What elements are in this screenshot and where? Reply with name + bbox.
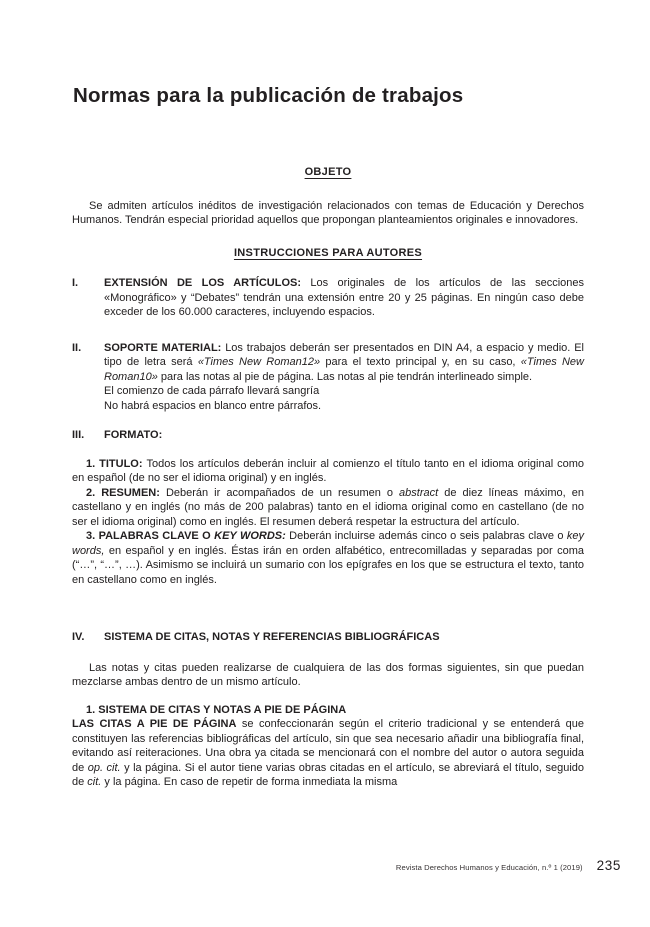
section-heading-instrucciones-text: INSTRUCCIONES PARA AUTORES — [233, 246, 423, 259]
section-heading-objeto — [72, 165, 584, 180]
item-paragraph: EXTENSIÓN DE LOS ARTÍCULOS: Los originales de los artículos de las secciones «Monográfico» y “Debates” tendrán una extensión entre 20 y 25 páginas. En ningún caso debe exceder de los 60.000 caracteres, incluyendo espacios. — [104, 277, 585, 318]
objeto-paragraph: Se admiten artículos inéditos de investigación relacionados con temas de Educación y Derechos Humanos. Tendrán especial prioridad aquellos que propongan planteamientos originales e innovadores. — [72, 199, 584, 226]
item-paragraph: El comienzo de cada párrafo llevará sangría — [104, 385, 320, 397]
formato-subitem-palabras-clave: 3. PALABRAS CLAVE O KEY WORDS: Deberán incluirse además cinco o seis palabras clave o key words, en español y en inglés. Éstas irán en orden alfabético, entrecomilladas y separadas por coma (“…”, “…”, …). Asimismo se incluirá un sumario con los epígrafes en los que se estructura el texto, tanto en castellano como en inglés. — [72, 530, 584, 586]
list-item-sistema-citas — [72, 630, 584, 645]
formato-subitem-resumen: 2. RESUMEN: Deberán ir acompañados de un resumen o abstract de diez líneas máximo, en castellano y en inglés (no más de 200 palabras) tanto en el idioma original como en castellano (de no ser el idioma original) como en inglés. El resumen deberá respetar la estructura del artículo. — [72, 486, 584, 528]
section-heading-instrucciones — [72, 246, 584, 261]
page-footer — [396, 858, 621, 874]
citas-body-paragraph: LAS CITAS A PIE DE PÁGINA se confeccionarán según el criterio tradicional y se entenderá que constituyen las referencias bibliográficas del artículo, sin que sea necesario añadir una bibliografía final, evitando así reiteraciones. Una obra ya citada se mencionará con el nombre del autor o autora seguida de op. cit. y la página. Si el autor tiene varias obras citadas en el artículo, se abreviará el título, seguido de cit. y la página. En caso de repetir de forma inmediata la misma — [72, 718, 584, 788]
roman-numeral: I. — [72, 277, 79, 289]
formato-subitems — [72, 457, 584, 588]
roman-numeral: IV. — [72, 631, 85, 643]
list-item-body — [104, 630, 584, 645]
list-item-body — [104, 276, 584, 320]
section-heading-objeto-text: OBJETO — [304, 166, 352, 178]
item-paragraph: FORMATO: — [104, 429, 163, 441]
list-item-body — [104, 341, 584, 414]
citas-intro-paragraph: Las notas y citas pueden realizarse de cualquiera de las dos formas siguientes, sin que puedan mezclarse ambas dentro de un mismo artículo. — [72, 661, 584, 688]
item-paragraph: SISTEMA DE CITAS, NOTAS Y REFERENCIAS BIBLIOGRÁFICAS — [104, 631, 440, 643]
journal-name: Revista Derechos Humanos y Educación, n.º 1 (2019) — [395, 863, 583, 872]
list-item-body — [104, 428, 584, 443]
list-item-formato — [72, 428, 584, 443]
roman-numeral: II. — [72, 341, 82, 354]
roman-numeral: III. — [72, 429, 85, 441]
formato-subitem-titulo: 1. TITULO: Todos los artículos deberán incluir al comienzo el título tanto en el idioma original como en español (de no ser el idioma original) y en inglés. — [72, 457, 584, 484]
page-title: Normas para la publicación de trabajos — [73, 84, 464, 107]
list-item-extension — [72, 276, 584, 320]
citas-subheading: 1. SISTEMA DE CITAS Y NOTAS A PIE DE PÁGINA — [86, 703, 347, 716]
item-paragraph: SOPORTE MATERIAL: Los trabajos deberán ser presentados en DIN A4, a espacio y medio. El tipo de letra será «Times New Roman12» para el texto principal y, en su caso, «Times New Roman10» para las notas al pie de página. Las notas al pie tendrán interlineado simple. — [104, 341, 584, 383]
page-number: 235 — [596, 858, 621, 873]
list-item-soporte — [72, 341, 584, 414]
item-paragraph: No habrá espacios en blanco entre párrafos. — [104, 399, 322, 412]
document-content — [72, 0, 584, 790]
